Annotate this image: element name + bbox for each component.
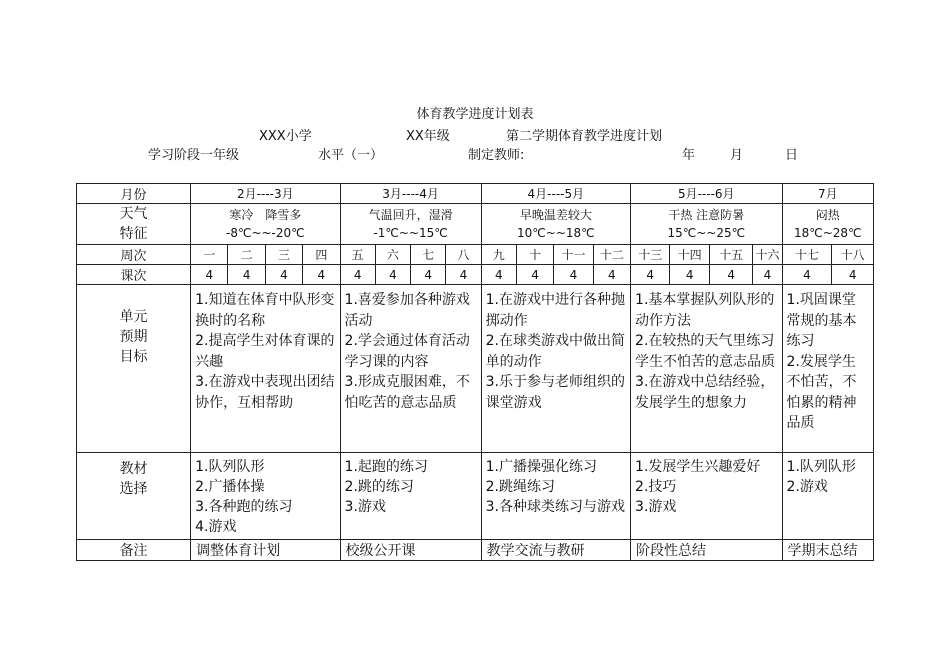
weather-cell — [191, 204, 340, 245]
weather-temp: -8℃~~-20℃ — [226, 226, 305, 240]
level-label: 水平（一） — [318, 148, 384, 163]
lesson-row — [77, 265, 874, 285]
schedule-table — [76, 183, 874, 561]
lesson-cell: 4 — [670, 265, 709, 285]
weather-desc: 闷热 — [815, 208, 840, 222]
day-label: 日 — [785, 148, 799, 163]
goal-item: 2.提高学生对体育课的兴趣 — [195, 333, 335, 370]
note-cell: 教学交流与教研 — [481, 540, 630, 561]
lesson-cell: 4 — [411, 265, 446, 285]
school-name: XXX小学 — [259, 129, 312, 144]
note-cell: 校级公开课 — [340, 540, 481, 561]
week-cell: 十二 — [593, 245, 630, 265]
weather-cell — [340, 204, 481, 245]
weather-desc: 气温回升，湿滑 — [368, 208, 453, 222]
lesson-cell: 4 — [340, 265, 375, 285]
week-cell: 四 — [303, 245, 340, 265]
lesson-cell: 4 — [631, 265, 670, 285]
stage-label: 学习阶段一年级 — [148, 148, 240, 163]
material-item: 2.跳绳练习 — [485, 479, 555, 495]
lesson-cell: 4 — [265, 265, 302, 285]
lesson-cell: 4 — [481, 265, 516, 285]
month-cell: 4月----5月 — [481, 184, 630, 204]
row-header-goal-line3: 目标 — [119, 349, 148, 365]
weather-desc: 早晚温差较大 — [519, 208, 592, 222]
lesson-cell: 4 — [593, 265, 630, 285]
note-row — [77, 540, 874, 561]
weather-temp: 15℃~~25℃ — [667, 226, 746, 240]
month-row — [77, 184, 874, 204]
material-item: 4.游戏 — [195, 519, 237, 535]
week-cell: 一 — [191, 245, 228, 265]
material-item: 3.游戏 — [635, 499, 677, 515]
material-item: 3.游戏 — [344, 499, 386, 515]
goal-item: 1.知道在体育中队形变换时的名称 — [195, 292, 335, 329]
lesson-cell: 4 — [516, 265, 553, 285]
material-item: 1.起跑的练习 — [344, 459, 428, 475]
week-cell: 二 — [228, 245, 265, 265]
week-cell: 六 — [375, 245, 410, 265]
goal-cell — [481, 285, 630, 453]
goal-item: 2.发展学生不怕苦，不怕累的精神品质 — [786, 353, 857, 431]
material-item: 2.技巧 — [635, 479, 677, 495]
goal-cell — [631, 285, 782, 453]
material-cell — [340, 453, 481, 540]
row-header-goal — [77, 285, 191, 453]
goal-item: 1.喜爱参加各种游戏活动 — [344, 292, 470, 329]
goal-item: 3.形成克服困难，不怕吃苦的意志品质 — [344, 374, 470, 411]
goal-item: 2.在较热的天气里练习学生不怕苦的意志品质 — [635, 333, 776, 370]
week-row — [77, 245, 874, 265]
goal-item: 3.乐于参与老师组织的课堂游戏 — [485, 374, 625, 411]
note-cell: 学期末总结 — [782, 540, 873, 561]
month-cell: 7月 — [782, 184, 873, 204]
week-cell: 三 — [265, 245, 302, 265]
row-header-material-line2: 选择 — [119, 481, 148, 497]
material-item: 1.队列队形 — [195, 459, 265, 475]
lesson-cell: 4 — [446, 265, 481, 285]
week-cell: 十 — [516, 245, 553, 265]
week-cell: 十六 — [753, 245, 782, 265]
material-cell — [631, 453, 782, 540]
page-title: 体育教学进度计划表 — [416, 107, 534, 122]
row-header-material — [77, 453, 191, 540]
month-label: 月 — [730, 148, 744, 163]
week-cell: 十三 — [631, 245, 670, 265]
material-item: 2.广播体操 — [195, 479, 265, 495]
goal-item: 2.学会通过体育活动学习课的内容 — [344, 333, 470, 370]
goal-cell — [340, 285, 481, 453]
material-item: 1.广播操强化练习 — [485, 459, 597, 475]
goal-row — [77, 285, 874, 453]
goal-cell — [191, 285, 340, 453]
material-item: 2.游戏 — [786, 479, 828, 495]
material-item: 1.队列队形 — [786, 459, 856, 475]
weather-temp: 18℃~28℃ — [793, 226, 862, 240]
month-cell: 5月----6月 — [631, 184, 782, 204]
weather-cell — [631, 204, 782, 245]
material-cell — [481, 453, 630, 540]
weather-temp: 10℃~~18℃ — [517, 226, 595, 240]
row-header-weather-line1: 天气 — [119, 206, 148, 222]
week-cell: 十七 — [782, 245, 832, 265]
lesson-cell: 4 — [782, 265, 832, 285]
goal-item: 3.在游戏中表现出团结协作，互相帮助 — [195, 374, 335, 411]
lesson-cell: 4 — [303, 265, 340, 285]
row-header-note: 备注 — [77, 540, 191, 561]
material-cell — [782, 453, 873, 540]
week-cell: 七 — [411, 245, 446, 265]
week-cell: 十八 — [832, 245, 874, 265]
weather-temp: -1℃~~15℃ — [373, 226, 448, 240]
row-header-goal-line2: 预期 — [119, 329, 148, 345]
week-cell: 五 — [340, 245, 375, 265]
goal-item: 1.巩固课堂常规的基本练习 — [786, 292, 857, 349]
row-header-material-line1: 教材 — [119, 461, 148, 477]
lesson-cell: 4 — [375, 265, 410, 285]
lesson-cell: 4 — [753, 265, 782, 285]
week-cell: 九 — [481, 245, 516, 265]
goal-cell — [782, 285, 873, 453]
year-label: 年 — [682, 148, 696, 163]
row-header-weather — [77, 204, 191, 245]
weather-desc: 干热 注意防暑 — [668, 208, 745, 222]
week-cell: 十四 — [670, 245, 709, 265]
goal-item: 1.基本掌握队列队形的动作方法 — [635, 292, 775, 329]
material-row — [77, 453, 874, 540]
weather-row — [77, 204, 874, 245]
row-header-lesson: 课次 — [77, 265, 191, 285]
goal-item: 3.在游戏中总结经验，发展学生的想象力 — [635, 374, 775, 411]
note-cell: 调整体育计划 — [191, 540, 340, 561]
goal-item: 2.在球类游戏中做出简单的动作 — [485, 333, 625, 370]
row-header-goal-line1: 单元 — [119, 309, 148, 325]
material-item: 1.发展学生兴趣爱好 — [635, 459, 761, 475]
month-cell: 3月----4月 — [340, 184, 481, 204]
material-item: 2.跳的练习 — [344, 479, 414, 495]
row-header-weather-line2: 特征 — [119, 226, 148, 242]
row-header-week: 周次 — [77, 245, 191, 265]
weather-desc: 寒冷 降雪多 — [229, 208, 302, 222]
lesson-cell: 4 — [554, 265, 593, 285]
lesson-cell: 4 — [832, 265, 874, 285]
week-cell: 八 — [446, 245, 481, 265]
material-item: 3.各种跑的练习 — [195, 499, 293, 515]
week-cell: 十一 — [554, 245, 593, 265]
note-cell: 阶段性总结 — [631, 540, 782, 561]
material-item: 3.各种球类练习与游戏 — [485, 499, 625, 515]
teacher-label: 制定教师: — [468, 148, 525, 163]
weather-cell — [481, 204, 630, 245]
lesson-cell: 4 — [228, 265, 265, 285]
material-cell — [191, 453, 340, 540]
month-cell: 2月----3月 — [191, 184, 340, 204]
goal-item: 1.在游戏中进行各种抛掷动作 — [485, 292, 625, 329]
week-cell: 十五 — [709, 245, 753, 265]
grade-label: XX年级 — [406, 129, 450, 144]
lesson-cell: 4 — [709, 265, 753, 285]
subtitle: 第二学期体育教学进度计划 — [506, 129, 663, 144]
weather-cell — [782, 204, 873, 245]
lesson-cell: 4 — [191, 265, 228, 285]
row-header-month: 月份 — [77, 184, 191, 204]
